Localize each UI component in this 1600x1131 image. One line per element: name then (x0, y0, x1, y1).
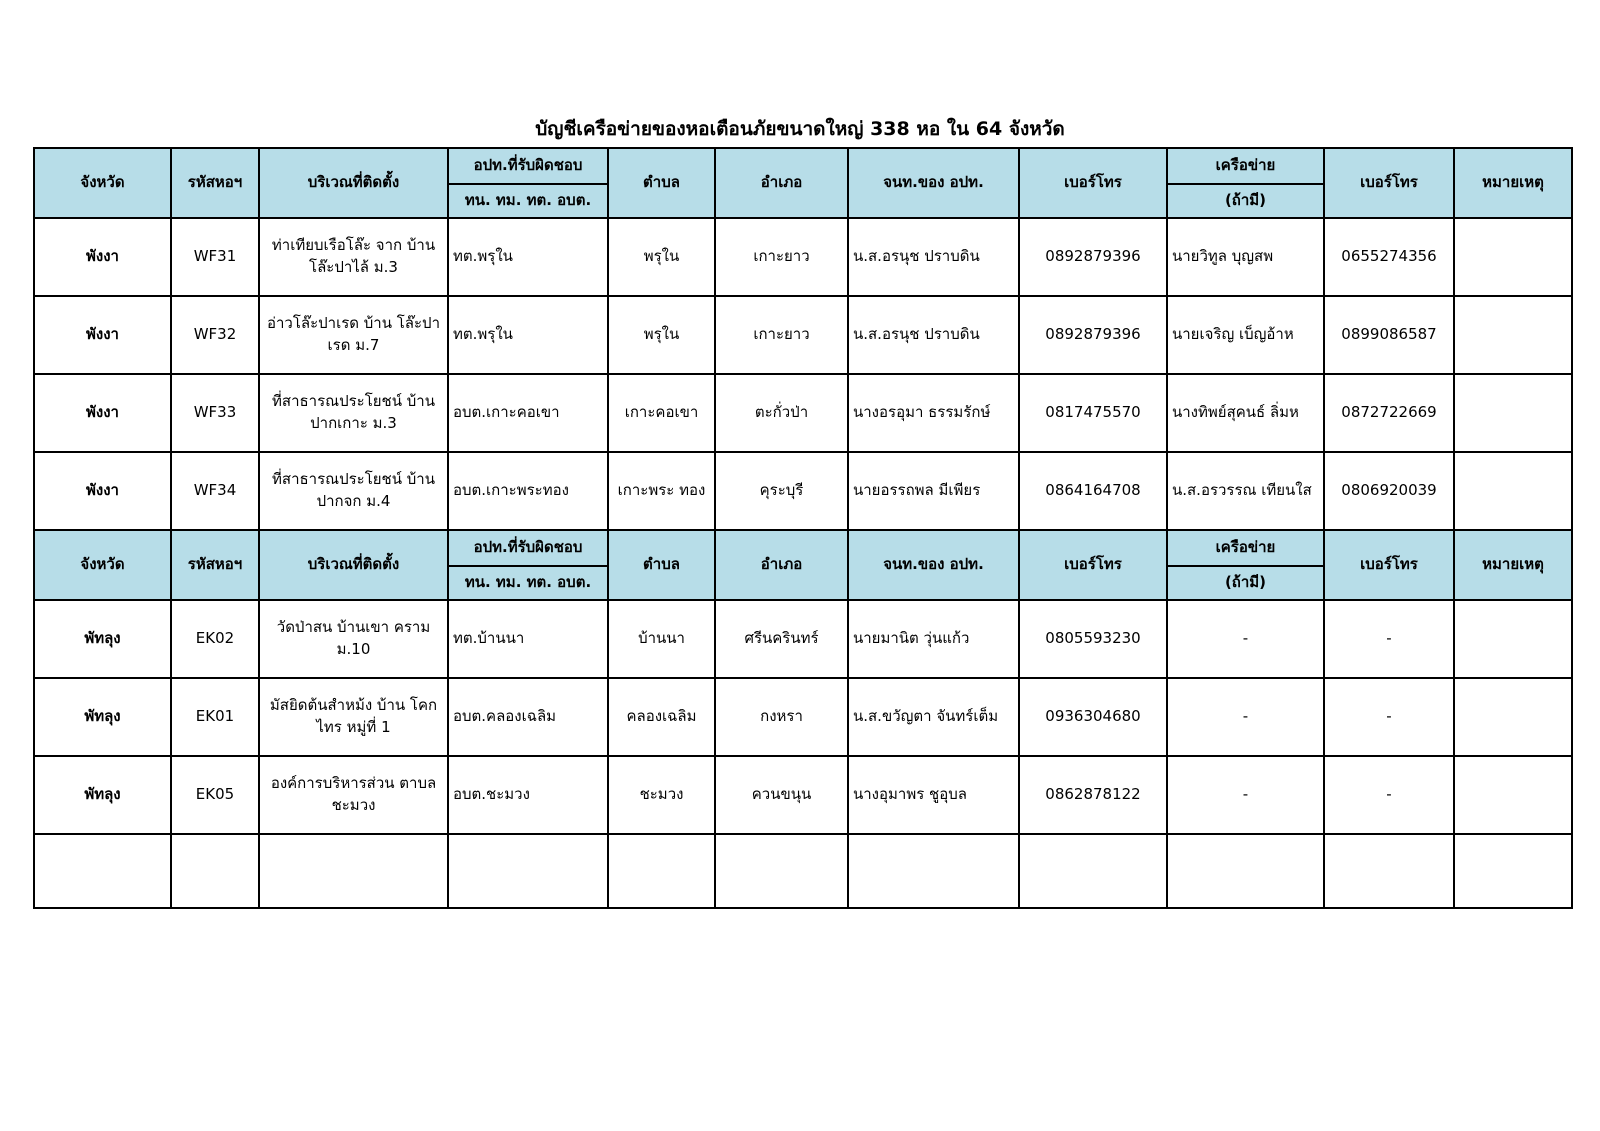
empty-cell (171, 834, 259, 908)
lao-cell: ทต.พรุใน (448, 296, 608, 374)
phone-cell: 0936304680 (1019, 678, 1167, 756)
header-network: เครือข่าย (1167, 148, 1324, 184)
code-cell: EK02 (171, 600, 259, 678)
phone-cell: 0892879396 (1019, 296, 1167, 374)
header-network: เครือข่าย (1167, 530, 1324, 566)
table-row (34, 374, 1572, 452)
empty-cell (1167, 834, 1324, 908)
phone-cell: 0892879396 (1019, 218, 1167, 296)
district-cell: คุระบุรี (715, 452, 848, 530)
header-remark: หมายเหตุ (1454, 148, 1572, 218)
header-officer: จนท.ของ อปท. (848, 148, 1019, 218)
header-subdistrict: ตำบล (608, 148, 715, 218)
header-location: บริเวณที่ติดตั้ง (259, 148, 448, 218)
header-district: อำเภอ (715, 148, 848, 218)
subdistrict-cell: เกาะพระ ทอง (608, 452, 715, 530)
subdistrict-cell: พรุใน (608, 296, 715, 374)
empty-cell (34, 834, 171, 908)
phone2-cell: - (1324, 756, 1454, 834)
location-cell: ที่สาธารณประโยชน์ บ้านปากเกาะ ม.3 (259, 374, 448, 452)
phone-cell: 0862878122 (1019, 756, 1167, 834)
code-cell: WF31 (171, 218, 259, 296)
header-row-1 (34, 148, 1572, 184)
empty-cell (1324, 834, 1454, 908)
table-row (34, 218, 1572, 296)
officer-cell: นางอรอุมา ธรรมรักษ์ (848, 374, 1019, 452)
officer-cell: น.ส.อรนุช ปราบดิน (848, 296, 1019, 374)
tower-network-table (33, 147, 1573, 909)
phone-cell: 0817475570 (1019, 374, 1167, 452)
header-lao-types: ทน. ทม. ทต. อบต. (448, 184, 608, 218)
remark-cell (1454, 756, 1572, 834)
district-cell: กงหรา (715, 678, 848, 756)
network-cell: - (1167, 756, 1324, 834)
network-cell: นายวิทูล บุญสพ (1167, 218, 1324, 296)
province-cell: พัทลุง (34, 600, 171, 678)
header-province: จังหวัด (34, 530, 171, 600)
empty-cell (715, 834, 848, 908)
header-phone: เบอร์โทร (1019, 530, 1167, 600)
location-cell: วัดป่าสน บ้านเขา คราม ม.10 (259, 600, 448, 678)
table-body (34, 148, 1572, 908)
network-cell: นางทิพย์สุคนธ์ ลิ่มห (1167, 374, 1324, 452)
header-lao-types: ทน. ทม. ทต. อบต. (448, 566, 608, 600)
network-cell: - (1167, 600, 1324, 678)
lao-cell: อบต.เกาะพระทอง (448, 452, 608, 530)
subdistrict-cell: พรุใน (608, 218, 715, 296)
header-province: จังหวัด (34, 148, 171, 218)
network-cell: - (1167, 678, 1324, 756)
remark-cell (1454, 374, 1572, 452)
district-cell: เกาะยาว (715, 218, 848, 296)
lao-cell: อบต.เกาะคอเขา (448, 374, 608, 452)
location-cell: ที่สาธารณประโยชน์ บ้านปากจก ม.4 (259, 452, 448, 530)
header-phone2: เบอร์โทร (1324, 148, 1454, 218)
province-cell: พัทลุง (34, 756, 171, 834)
header-phone2: เบอร์โทร (1324, 530, 1454, 600)
header-remark: หมายเหตุ (1454, 530, 1572, 600)
location-cell: องค์การบริหารส่วน ตาบลชะมวง (259, 756, 448, 834)
header-lao: อปท.ที่รับผิดชอบ (448, 530, 608, 566)
remark-cell (1454, 218, 1572, 296)
phone-cell: 0864164708 (1019, 452, 1167, 530)
header-officer: จนท.ของ อปท. (848, 530, 1019, 600)
phone2-cell: - (1324, 600, 1454, 678)
location-cell: ท่าเทียบเรือโล๊ะ จาก บ้านโล๊ะปาไล้ ม.3 (259, 218, 448, 296)
table-row (34, 678, 1572, 756)
empty-cell (608, 834, 715, 908)
remark-cell (1454, 600, 1572, 678)
remark-cell (1454, 296, 1572, 374)
page-title: บัญชีเครือข่ายของหอเตือนภัยขนาดใหญ่ 338 หอ ใน 64 จังหวัด (535, 118, 1065, 140)
lao-cell: อบต.คลองเฉลิม (448, 678, 608, 756)
header-location: บริเวณที่ติดตั้ง (259, 530, 448, 600)
lao-cell: อบต.ชะมวง (448, 756, 608, 834)
header-network-note: (ถ้ามี) (1167, 566, 1324, 600)
location-cell: มัสยิดต้นสำหม้ง บ้าน โคกไทร หมู่ที่ 1 (259, 678, 448, 756)
table-row (34, 756, 1572, 834)
code-cell: EK05 (171, 756, 259, 834)
header-code: รหัสหอฯ (171, 530, 259, 600)
table-row (34, 296, 1572, 374)
phone2-cell: 0872722669 (1324, 374, 1454, 452)
phone2-cell: 0655274356 (1324, 218, 1454, 296)
lao-cell: ทต.พรุใน (448, 218, 608, 296)
province-cell: พังงา (34, 218, 171, 296)
code-cell: WF34 (171, 452, 259, 530)
header-code: รหัสหอฯ (171, 148, 259, 218)
lao-cell: ทต.บ้านนา (448, 600, 608, 678)
header-phone: เบอร์โทร (1019, 148, 1167, 218)
officer-cell: นายอรรถพล มีเพียร (848, 452, 1019, 530)
subdistrict-cell: บ้านนา (608, 600, 715, 678)
table-row (34, 452, 1572, 530)
district-cell: ศรีนครินทร์ (715, 600, 848, 678)
phone2-cell: - (1324, 678, 1454, 756)
officer-cell: นางอุมาพร ชูอุบล (848, 756, 1019, 834)
phone-cell: 0805593230 (1019, 600, 1167, 678)
network-cell: น.ส.อรวรรณ เทียนใส (1167, 452, 1324, 530)
header-lao: อปท.ที่รับผิดชอบ (448, 148, 608, 184)
province-cell: พังงา (34, 296, 171, 374)
province-cell: พังงา (34, 452, 171, 530)
district-cell: เกาะยาว (715, 296, 848, 374)
empty-cell (448, 834, 608, 908)
remark-cell (1454, 678, 1572, 756)
remark-cell (1454, 452, 1572, 530)
header-district: อำเภอ (715, 530, 848, 600)
subdistrict-cell: เกาะคอเขา (608, 374, 715, 452)
empty-row (34, 834, 1572, 908)
phone2-cell: 0806920039 (1324, 452, 1454, 530)
empty-cell (848, 834, 1019, 908)
officer-cell: น.ส.ขวัญตา จันทร์เต็ม (848, 678, 1019, 756)
district-cell: ตะกั่วป่า (715, 374, 848, 452)
code-cell: WF32 (171, 296, 259, 374)
officer-cell: น.ส.อรนุช ปราบดิน (848, 218, 1019, 296)
subdistrict-cell: ชะมวง (608, 756, 715, 834)
header-row-2 (34, 530, 1572, 566)
empty-cell (259, 834, 448, 908)
network-cell: นายเจริญ เบ็ญอ้าห (1167, 296, 1324, 374)
province-cell: พัทลุง (34, 678, 171, 756)
province-cell: พังงา (34, 374, 171, 452)
officer-cell: นายมานิต วุ่นแก้ว (848, 600, 1019, 678)
district-cell: ควนขนุน (715, 756, 848, 834)
table-row (34, 600, 1572, 678)
phone2-cell: 0899086587 (1324, 296, 1454, 374)
empty-cell (1019, 834, 1167, 908)
header-subdistrict: ตำบล (608, 530, 715, 600)
subdistrict-cell: คลองเฉลิม (608, 678, 715, 756)
header-network-note: (ถ้ามี) (1167, 184, 1324, 218)
empty-cell (1454, 834, 1572, 908)
location-cell: อ่าวโล๊ะปาเรด บ้าน โล๊ะปาเรด ม.7 (259, 296, 448, 374)
code-cell: EK01 (171, 678, 259, 756)
code-cell: WF33 (171, 374, 259, 452)
